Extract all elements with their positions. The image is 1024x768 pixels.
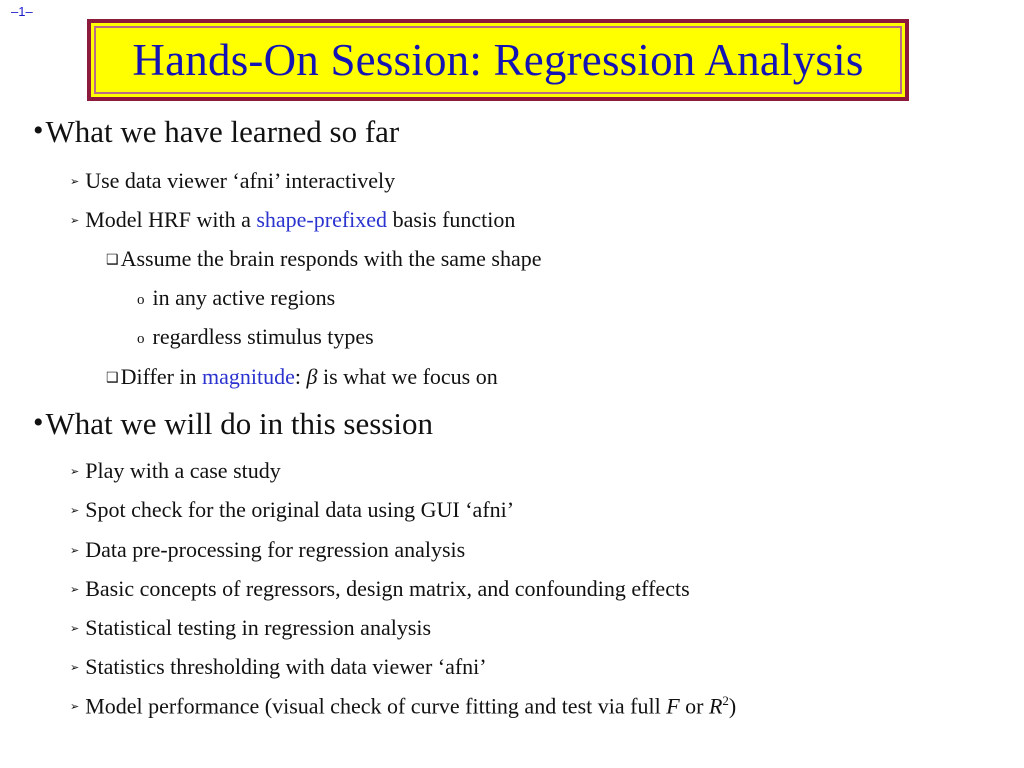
arrow-bullet-icon: ➢ xyxy=(70,584,80,596)
arrow-bullet-icon: ➢ xyxy=(70,176,80,188)
list-item xyxy=(70,615,431,641)
list-item xyxy=(70,168,395,194)
item-text: regardless stimulus types xyxy=(152,324,374,349)
list-item xyxy=(70,497,514,523)
circle-bullet-icon: o xyxy=(137,292,145,308)
arrow-bullet-icon: ➢ xyxy=(70,662,80,674)
item-text: Data pre-processing for regression analysis xyxy=(85,537,466,562)
list-item-assume xyxy=(106,246,542,272)
bullet-dot-icon: • xyxy=(33,114,44,147)
page-number: –1– xyxy=(11,4,33,19)
arrow-bullet-icon: ➢ xyxy=(70,466,80,478)
arrow-bullet-icon: ➢ xyxy=(70,701,80,714)
heading-text: What we have learned so far xyxy=(45,114,400,149)
highlight-text: shape-prefixed xyxy=(256,207,388,232)
list-item-model-performance xyxy=(70,693,736,719)
list-item-hrf xyxy=(70,207,515,233)
item-text: ) xyxy=(728,693,737,719)
item-text: Differ in xyxy=(120,364,203,389)
arrow-bullet-icon: ➢ xyxy=(70,545,80,557)
item-text: Model performance (visual check of curve fitting and test via full xyxy=(85,693,667,719)
list-item-sub xyxy=(137,324,374,350)
arrow-bullet-icon: ➢ xyxy=(70,623,80,635)
circle-bullet-icon: o xyxy=(137,331,145,347)
item-text: is what we focus on xyxy=(317,364,498,389)
list-item xyxy=(70,576,690,602)
f-symbol: F xyxy=(666,693,680,719)
list-item xyxy=(70,537,465,563)
beta-symbol: β xyxy=(306,364,318,389)
box-bullet-icon: ❑ xyxy=(106,253,119,268)
item-text: Play with a case study xyxy=(85,458,281,483)
list-item-differ xyxy=(106,364,498,390)
arrow-bullet-icon: ➢ xyxy=(70,505,80,517)
bullet-dot-icon: • xyxy=(33,406,44,439)
item-text: Statistical testing in regression analysis xyxy=(85,615,432,640)
list-item-sub xyxy=(137,285,335,311)
item-text: basis function xyxy=(387,207,516,232)
list-item xyxy=(70,458,281,484)
arrow-bullet-icon: ➢ xyxy=(70,215,80,227)
superscript: 2 xyxy=(722,693,729,708)
r-symbol: R xyxy=(708,693,723,719)
item-text: Statistics thresholding with data viewer ‘afni’ xyxy=(85,654,487,679)
slide-title: Hands-On Session: Regression Analysis xyxy=(132,35,864,85)
list-item xyxy=(70,654,487,680)
item-text: Spot check for the original data using GUI ‘afni’ xyxy=(85,497,515,522)
bullet-heading-session xyxy=(33,406,433,442)
item-text: Model HRF with a xyxy=(85,207,257,232)
item-text: or xyxy=(679,693,709,719)
heading-text: What we will do in this session xyxy=(45,406,433,441)
item-text: : xyxy=(294,364,307,389)
highlight-text: magnitude xyxy=(202,364,295,389)
bullet-heading-learned xyxy=(33,114,399,150)
item-text: in any active regions xyxy=(152,285,336,310)
item-text: Assume the brain responds with the same shape xyxy=(120,246,542,271)
box-bullet-icon: ❑ xyxy=(106,371,119,386)
item-text: Use data viewer ‘afni’ interactively xyxy=(85,168,396,193)
item-text: Basic concepts of regressors, design matrix, and confounding effects xyxy=(85,576,690,601)
title-box xyxy=(87,19,909,101)
